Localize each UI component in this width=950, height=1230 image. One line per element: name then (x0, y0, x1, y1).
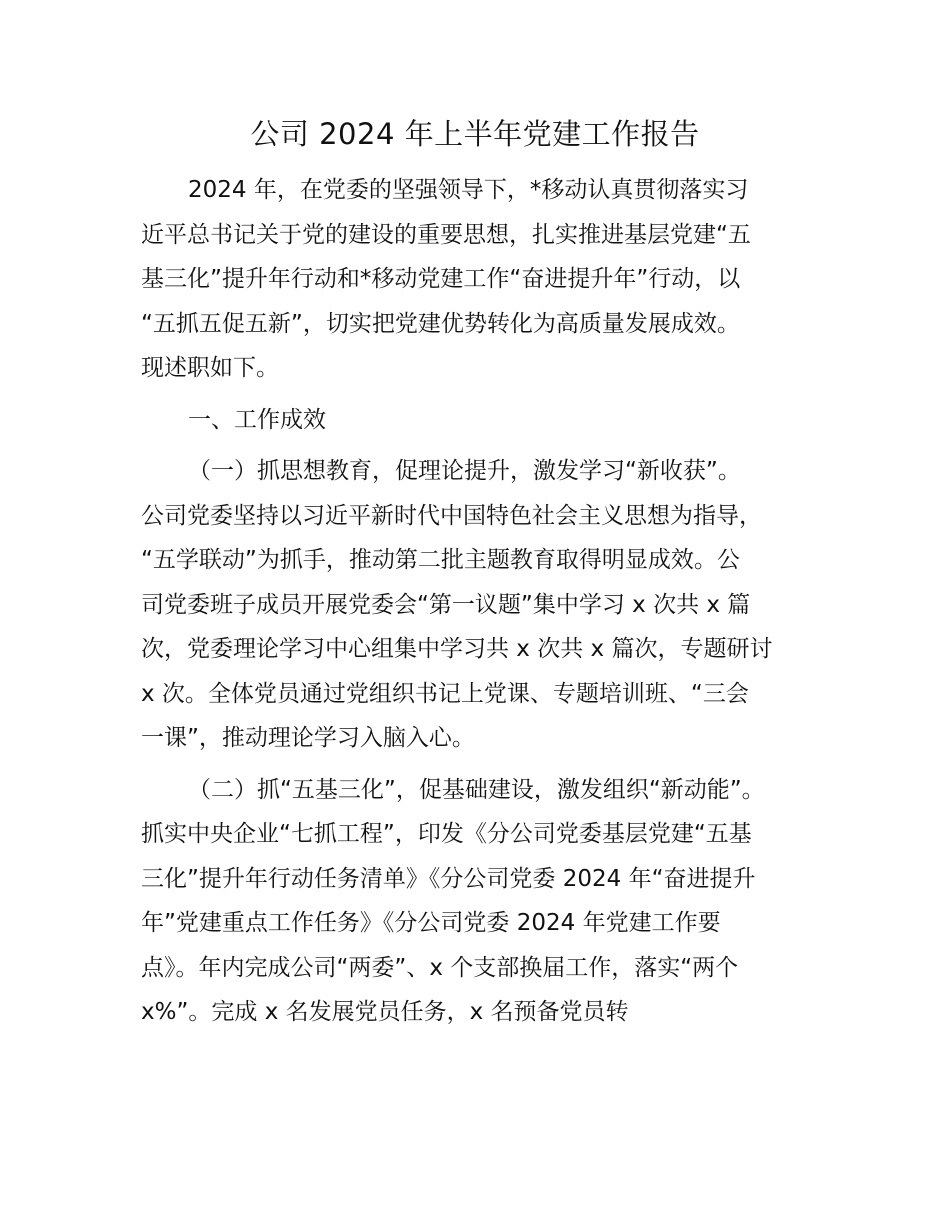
text-line: 基三化”提升年行动和*移动党建工作“奋进提升年”行动，以 (141, 266, 741, 292)
text-line: 公司党委坚持以习近平新时代中国特色社会主义思想为指导， (141, 502, 762, 529)
text-line: 司党委班子成员开展党委会“第一议题”集中学习 x 次共 x 篇 (141, 591, 751, 618)
text-line: （二）抓“五基三化”，促基础建设，激发组织“新动能”。 (188, 776, 765, 803)
text-line: x%”。完成 x 名发展党员任务，x 名预备党员转 (141, 999, 629, 1025)
text-line: 一、工作成效 (188, 406, 326, 433)
text-line: 抓实中央企业“七抓工程”，印发《分公司党委基层党建“五基 (141, 821, 752, 847)
text-line: 2024 年，在党委的坚强领导下，*移动认真贯彻落实习 (188, 177, 749, 203)
text-line: x 次。全体党员通过党组织书记上党课、专题培训班、“三会 (141, 680, 749, 707)
document-title: 公司 2024 年上半年党建工作报告 (250, 117, 700, 151)
document-body (141, 168, 831, 1035)
paragraph-gap (141, 761, 831, 768)
text-line: 三化”提升年行动任务清单》《分公司党委 2024 年“奋进提升 (141, 865, 756, 892)
text-line: 年”党建重点工作任务》《分公司党委 2024 年党建工作要 (141, 910, 721, 936)
text-line: 一课”，推动理论学习入脑入心。 (141, 725, 475, 751)
text-line: 现述职如下。 (141, 355, 279, 381)
text-line: 点》。年内完成公司“两委”、x 个支部换届工作，落实“两个 (141, 954, 739, 981)
text-line: 近平总书记关于党的建设的重要思想，扎实推进基层党建“五 (141, 221, 751, 248)
paragraph-gap (141, 391, 831, 398)
text-line: （一）抓思想教育，促理论提升，激发学习“新收获”。 (188, 458, 741, 484)
text-line: “五抓五促五新”，切实把党建优势转化为高质量发展成效。 (141, 310, 740, 337)
text-line: 次，党委理论学习中心组集中学习共 x 次共 x 篇次，专题研讨 (141, 636, 773, 662)
text-line: “五学联动”为抓手，推动第二批主题教育取得明显成效。公 (141, 547, 740, 573)
paragraph-gap (141, 442, 831, 449)
